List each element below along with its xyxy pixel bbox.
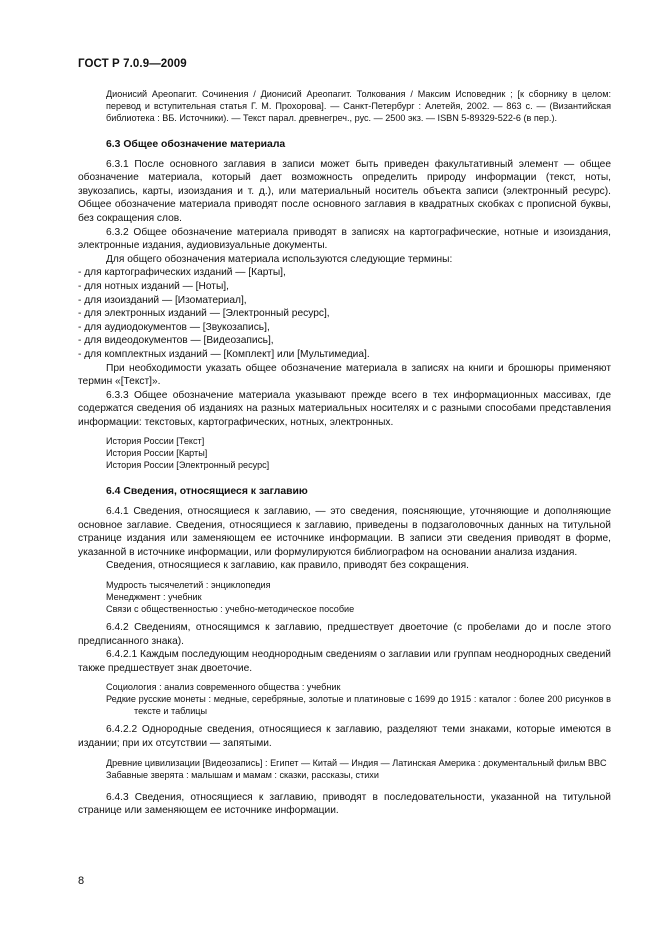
example-line: История России [Электронный ресурс]: [106, 460, 270, 471]
term-item: - для комплектных изданий — [Комплект] или [Мультимедиа].: [78, 348, 370, 360]
terms-intro: Для общего обозначения материала используются следующие термины:: [106, 253, 453, 265]
page-number: 8: [78, 875, 85, 887]
paragraph-6-3-1: 6.3.1 После основного заглавия в записи может быть приведен факультативный элемент — общее обозначение материала, который дает возможность определить природу информации (текст, ноты, звукозапись, карты, изоиздания и т. д.), или материальный носитель объекта записи (электронный ресурс). Общее обозначение материала приводят после основного заглавия в квадратных скобках с прописной буквы, без сокращения слов.: [78, 158, 611, 224]
page-content: [78, 88, 611, 818]
term-item: - для видеодокументов — [Видеозапись],: [78, 335, 274, 347]
term-item: - для картографических изданий — [Карты],: [78, 267, 286, 279]
example-line: История России [Текст]: [106, 436, 205, 447]
paragraph-6-4-1-b: Сведения, относящиеся к заглавию, как правило, приводят без сокращения.: [106, 560, 469, 572]
example-line: Древние цивилизации [Видеозапись] : Египет — Китай — Индия — Латинская Америка : документальный фильм BBC: [106, 757, 607, 768]
paragraph-6-4-2-2: 6.4.2.2 Однородные сведения, относящиеся к заглавию, разделяют теми знаками, которые имеются в издании; при их отсутствии — запятыми.: [78, 724, 611, 749]
example-line: Социология : анализ современного общества : учебник: [106, 682, 341, 693]
paragraph-6-4-2: 6.4.2 Сведениям, относящимся к заглавию, предшествует двоеточие (с пробелами до и после этого предписанного знака).: [78, 622, 611, 647]
example-line: Связи с общественностью : учебно-методическое пособие: [106, 604, 355, 615]
term-item: - для нотных изданий — [Ноты],: [78, 280, 229, 292]
paragraph-6-4-1: 6.4.1 Сведения, относящиеся к заглавию, — это сведения, поясняющие, уточняющие и дополняющие основное заглавие. Сведения, относящиеся к заглавию, приведены в подзаголовочных данных на титульной странице издания или заменяющем ее источнике информации. В записи эти сведения приводят в форме, указанной в источнике информации, или формулируются библиографом на основании анализа издания.: [78, 506, 611, 558]
paragraph-6-4-3: 6.4.3 Сведения, относящиеся к заглавию, приводят в последовательности, указанной на титульной странице или заменяющем ее источнике информации.: [78, 791, 611, 817]
paragraph-6-3-3: 6.3.3 Общее обозначение материала указывают прежде всего в тех информационных массивах, где содержатся сведения об изданиях на разных материальных носителях и с разными способами представления информации: текстовых, картографических, нотных, электронных.: [78, 389, 611, 428]
term-item: - для изоизданий — [Изоматериал],: [78, 294, 247, 306]
term-item: - для аудиодокументов — [Звукозапись],: [78, 321, 270, 333]
example-line: Менеджмент : учебник: [106, 592, 202, 603]
paragraph-6-3-2: 6.3.2 Общее обозначение материала приводят в записях на картографические, нотные и изоиздания, электронные издания, аудиовизуальные документы.: [78, 226, 611, 252]
example-line: История России [Карты]: [106, 448, 208, 459]
section-heading-6-3: 6.3 Общее обозначение материала: [106, 139, 286, 150]
paragraph-text-term: При необходимости указать общее обозначение материала в записях на книги и брошюры применяют термин «[Текст]».: [78, 362, 611, 388]
example-line: Мудрость тысячелетий : энциклопедия: [106, 580, 271, 591]
example-line: Редкие русские монеты : медные, серебряные, золотые и платиновые с 1699 до 1915 : каталог : более 200 рисунков в тексте и таблицы: [106, 694, 611, 717]
section-heading-6-4: 6.4 Сведения, относящиеся к заглавию: [106, 486, 308, 498]
paragraph-6-4-2-1: 6.4.2.1 Каждым последующим неоднородным сведениям о заглавии или группам неоднородных сведений также предшествует знак двоеточие.: [78, 649, 611, 674]
intro-example: Дионисий Ареопагит. Сочинения / Дионисий Ареопагит. Толкования / Максим Исповедник ; [к сборнику в целом: перевод и вступительная статья Г. М. Прохорова]. — Санкт-Петербург : Алетейя, 2002. — 863 с. — (Византийская библиотека : ВБ. Источники). — Текст парал. древнегреч., рус. — 2500 экз. — ISBN 5-89329-522-6 (в пер.).: [106, 89, 611, 123]
term-item: - для электронных изданий — [Электронный ресурс],: [78, 308, 330, 320]
example-line: Забавные зверята : малышам и мамам : сказки, рассказы, стихи: [106, 769, 379, 780]
standard-header: ГОСТ Р 7.0.9—2009: [78, 58, 187, 70]
